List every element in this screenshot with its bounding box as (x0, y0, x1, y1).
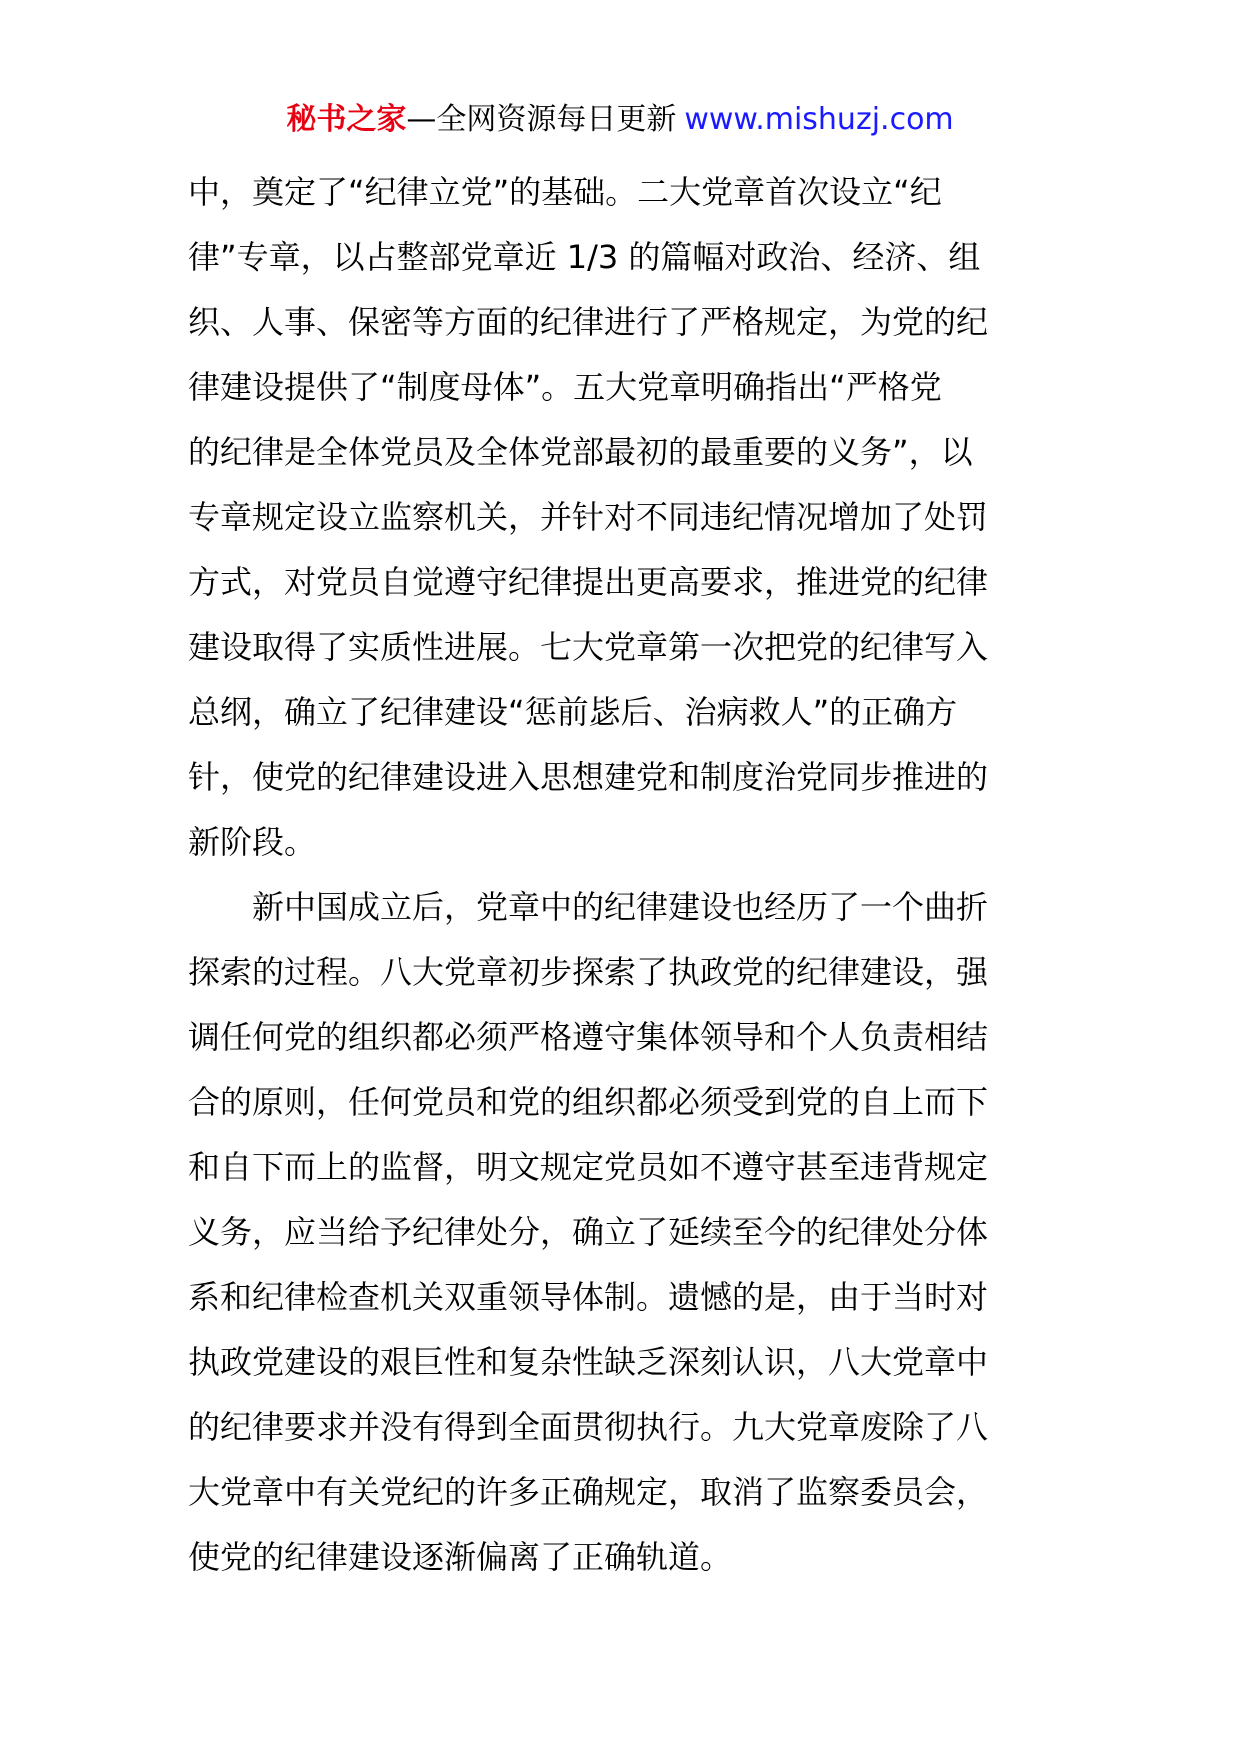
brand-name: 秘书之家 (286, 102, 407, 137)
text-line: 大党章中有关党纪的许多正确规定，取消了监察委员会， (188, 1473, 989, 1511)
text-line: 系和纪律检查机关双重领导体制。遗憾的是，由于当时对 (188, 1278, 989, 1316)
text-line: 律建设提供了“制度母体”。五大党章明确指出“严格党 (188, 368, 942, 406)
text-line: 方式，对党员自觉遵守纪律提出更高要求，推进党的纪律 (188, 563, 989, 601)
text-line: 合的原则，任何党员和党的组织都必须受到党的自上而下 (188, 1083, 989, 1121)
header-slogan: —全网资源每日更新 (406, 102, 677, 137)
text-line: 执政党建设的艰巨性和复杂性缺乏深刻认识，八大党章中 (188, 1343, 989, 1381)
document-body (188, 160, 1058, 1590)
text-line: 织、人事、保密等方面的纪律进行了严格规定，为党的纪 (188, 303, 989, 341)
website-link[interactable]: www.mishuzj.com (684, 102, 954, 137)
text-line: 总纲，确立了纪律建设“惩前毖后、治病救人”的正确方 (188, 693, 958, 731)
text-line: 调任何党的组织都必须严格遵守集体领导和个人负责相结 (188, 1018, 989, 1056)
text-line: 探索的过程。八大党章初步探索了执政党的纪律建设，强 (188, 953, 989, 991)
text-line: 中，奠定了“纪律立党”的基础。二大党章首次设立“纪 (188, 173, 942, 211)
text-line: 使党的纪律建设逐渐偏离了正确轨道。 (188, 1538, 733, 1576)
text-line: 律”专章，以占整部党章近 1/3 的篇幅对政治、经济、组 (188, 238, 981, 276)
paragraph-2 (188, 875, 1058, 1590)
text-line: 专章规定设立监察机关，并针对不同违纪情况增加了处罚 (188, 498, 989, 536)
page-header (0, 100, 1240, 140)
text-line: 和自下而上的监督，明文规定党员如不遵守甚至违背规定 (188, 1148, 989, 1186)
text-line: 的纪律要求并没有得到全面贯彻执行。九大党章废除了八 (188, 1408, 989, 1446)
text-line: 新中国成立后，党章中的纪律建设也经历了一个曲折 (188, 888, 989, 926)
text-line: 针，使党的纪律建设进入思想建党和制度治党同步推进的 (188, 758, 989, 796)
paragraph-1 (188, 160, 1058, 875)
text-line: 的纪律是全体党员及全体党部最初的最重要的义务”，以 (188, 433, 973, 471)
text-line: 义务，应当给予纪律处分，确立了延续至今的纪律处分体 (188, 1213, 989, 1251)
text-line: 新阶段。 (188, 823, 317, 861)
text-line: 建设取得了实质性进展。七大党章第一次把党的纪律写入 (188, 628, 989, 666)
